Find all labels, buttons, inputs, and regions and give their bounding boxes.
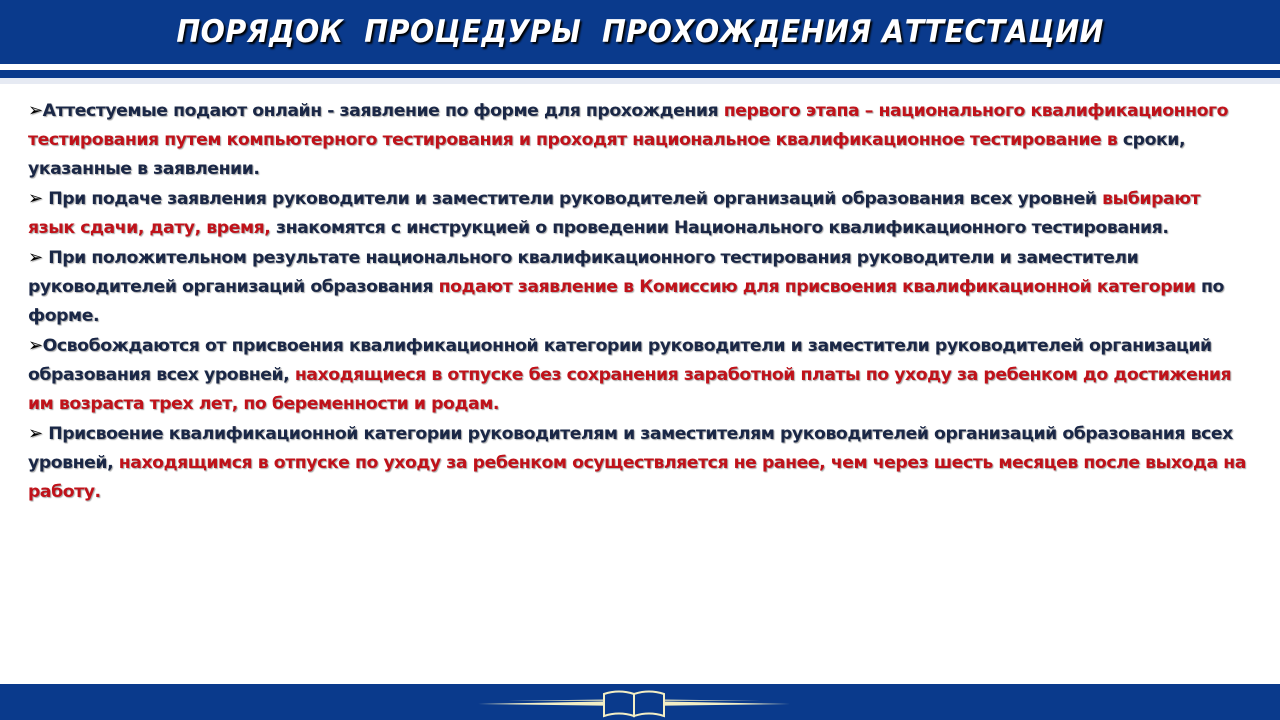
paragraph-2: [28, 184, 1248, 243]
text-segment: сроки, указанные в заявлении.: [28, 130, 1186, 179]
arrow-bullet-icon: ➢: [28, 423, 43, 444]
header-divider-light: [0, 78, 1280, 84]
text-segment: При положительном результате национального квалификационного тестирования руководители и заместители руководителей организаций образования: [28, 248, 1139, 297]
text-segment: Аттестуемые подают онлайн - заявление по форме для прохождения: [42, 101, 724, 121]
text-segment: При подаче заявления руководители и заместители руководителей организаций образования всех уровней: [42, 189, 1103, 209]
arrow-bullet-icon: ➢: [28, 335, 43, 356]
open-book-with-wings-icon: [478, 686, 790, 720]
highlight-segment: выбирают язык сдачи, дату, время,: [28, 189, 1201, 238]
title-bar: [0, 0, 1280, 64]
text-segment: Освобождаются от присвоения квалификационной категории руководители и заместители руководителей организаций образования всех уровней,: [28, 336, 1212, 385]
arrow-bullet-icon: ➢: [28, 100, 43, 121]
highlight-segment: находящиеся в отпуске без сохранения заработной платы по уходу за ребенком до достижения им возраста трех лет, по беременности и родам.: [28, 365, 1232, 414]
highlight-segment: первого этапа – национального квалификационного тестирования путем компьютерного тестирования и проходят национальное квалификационное тестирование в: [28, 101, 1229, 150]
paragraph-3: [28, 243, 1248, 331]
highlight-segment: находящимся в отпуске по уходу за ребенком осуществляется не ранее, чем через шесть месяцев после выхода на работу.: [28, 453, 1246, 502]
paragraph-1: [28, 96, 1248, 184]
slide-body: [28, 96, 1248, 507]
paragraph-4: [28, 331, 1248, 419]
arrow-bullet-icon: ➢: [28, 188, 43, 209]
slide-title: ПОРЯДОК ПРОЦЕДУРЫ ПРОХОЖДЕНИЯ АТТЕСТАЦИИ: [176, 14, 1104, 50]
arrow-bullet-icon: ➢: [28, 247, 43, 268]
highlight-segment: подают заявление в Комиссию для присвоения квалификационной категории: [438, 277, 1196, 297]
text-segment: Присвоение квалификационной категории руководителям и заместителям руководителей организаций образования всех уровней,: [28, 424, 1233, 473]
header-divider-blue: [0, 70, 1280, 78]
text-segment: знакомятся с инструкцией о проведении Национального квалификационного тестирования.: [270, 218, 1169, 238]
text-segment: по форме.: [28, 277, 1224, 326]
paragraph-5: [28, 419, 1248, 507]
